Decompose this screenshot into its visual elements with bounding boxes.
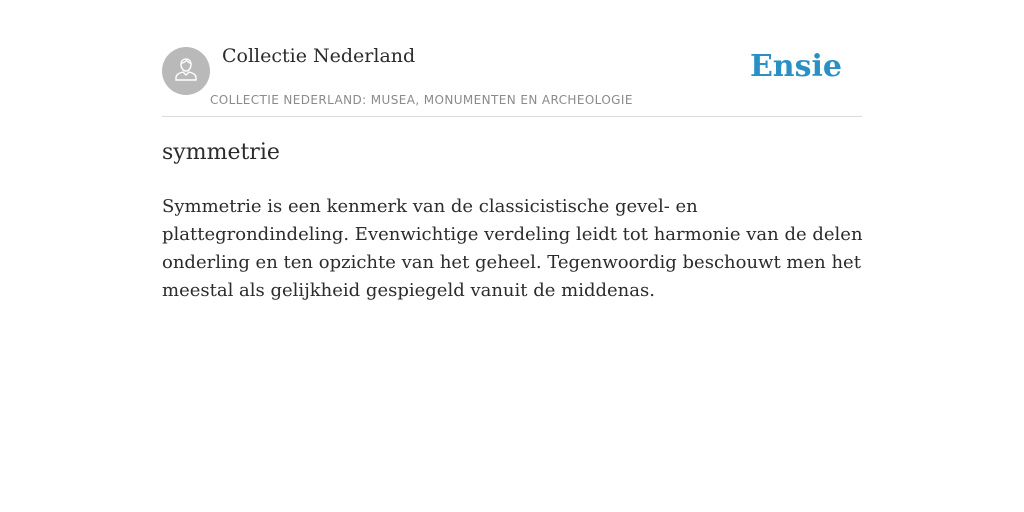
author-name[interactable]: Collectie Nederland bbox=[222, 45, 416, 67]
entry-definition: Symmetrie is een kenmerk van de classicistische gevel- en plattegrondindeling. Evenwichtige verdeling leidt tot harmonie van de delen onderling en ten opzichte van het geheel. Tegenwoordig beschouwt men het meestal als gelijkheid gespiegeld vanuit de middenas. bbox=[162, 196, 863, 301]
user-icon bbox=[172, 55, 200, 88]
entry-title: symmetrie bbox=[162, 140, 280, 165]
source-subtitle[interactable]: COLLECTIE NEDERLAND: MUSEA, MONUMENTEN EN ARCHEOLOGIE bbox=[210, 93, 633, 107]
author-avatar[interactable] bbox=[162, 47, 210, 95]
entry-header bbox=[162, 0, 862, 117]
ensie-logo[interactable]: Ensie bbox=[749, 49, 842, 84]
